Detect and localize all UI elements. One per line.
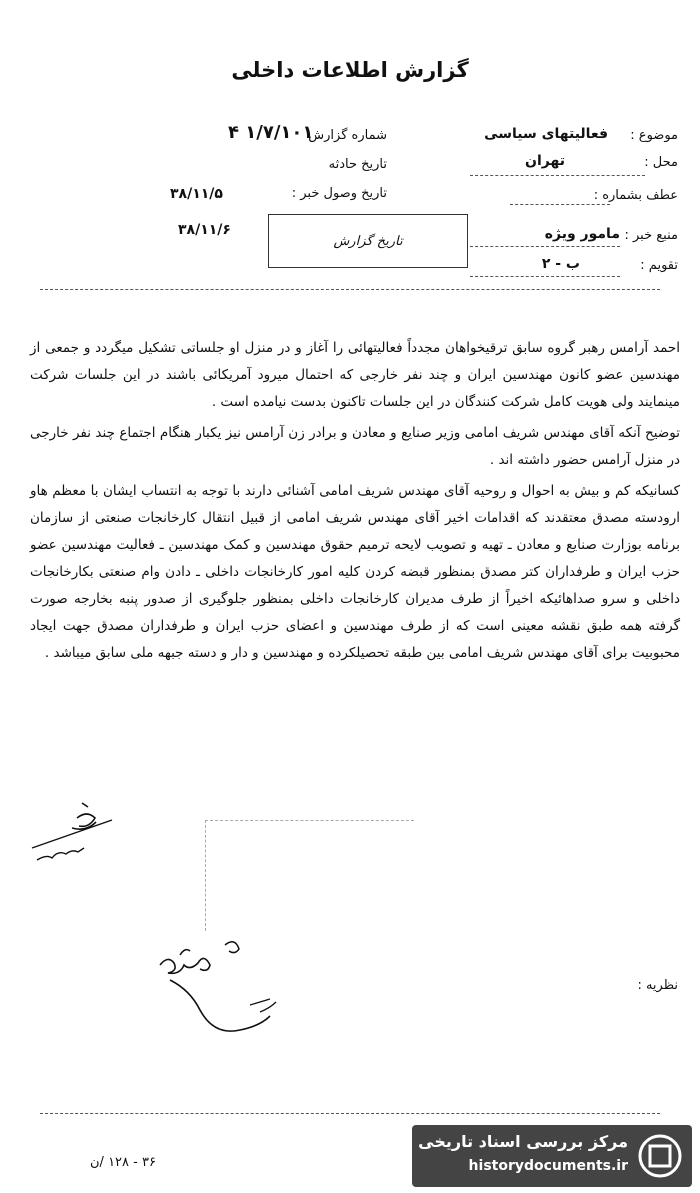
place-label: محل : [644, 155, 678, 170]
header-separator [40, 289, 660, 290]
place-value: تهران [525, 153, 565, 169]
archive-logo-icon [636, 1131, 684, 1181]
subject-value: فعالیتهای سیاسی [484, 126, 608, 142]
place-underline [470, 175, 645, 176]
received-date-label: تاریخ وصول خبر : [291, 186, 387, 201]
report-number-value: ۱/۷/۱۰۱ ۴ [228, 122, 314, 143]
paragraph-1: احمد آرامس رهبر گروه سابق ترقیخواهان مجدداً فعالیتهائی را آغاز و در منزل او جلساتی تشکیل میگردد و جمعی از مهندسین عضو کانون مهندسین ایران و چند نفر خارجی که احتمال میرود آمریکائی باشند در این جلسات شرکت مینمایند ولی هویت کامل شرکت کنندگان در این جلسات تاکنون بدست نیامده است . [30, 340, 680, 410]
paragraph-2: توضیح آنکه آقای مهندس شریف امامی وزیر صنایع و معادن و برادر زن آرامس نیز یکبار هنگام اجتماع چند نفر خارجی در منزل آرامس حضور داشته اند . [30, 425, 680, 468]
event-date-label: تاریخ حادثه [328, 157, 387, 172]
rating-underline [470, 276, 620, 277]
watermark-url: historydocuments.ir [468, 1158, 628, 1174]
footer-separator [40, 1113, 660, 1114]
report-number-label: شماره گزارش [308, 128, 387, 143]
report-title: گزارش اطلاعات داخلی [231, 58, 469, 82]
received-date-value: ۳۸/۱۱/۵ [170, 186, 223, 202]
rating-label: تقویم : [640, 258, 678, 273]
rating-value: ب - ۲ [541, 256, 580, 272]
watermark [412, 1125, 692, 1187]
reference-label: عطف بشماره : [593, 188, 678, 203]
report-body [30, 335, 680, 667]
stamp-text: تاریخ گزارش [333, 233, 403, 249]
reference-underline [510, 204, 610, 205]
paragraph-3: کسانیکه کم و بیش به احوال و روحیه آقای مهندس شریف امامی آشنائی دارند با توجه به انتساب ایشان با معظم هاو ارودسته مصدق معتقدند که اقدامات اخیر آقای مهندس شریف امامی از قبیل انتقال کارخانجات صنعتی از سازمان برنامه بوزارت صنایع و معادن ـ تهیه و تصویب لایحه ترمیم حقوق مهندسین و کمک مهندسین ـ فعالیت مهندسین عضو حزب ایران و طرفداران کتر مصدق بمنظور قبضه کردن کلیه امور کارخانجات داخلی ـ دادن وام صنعتی بکارخانجات داخلی و سرو صداهائیکه اخیراً از طرف مدیران کارخانجات داخلی بمنظور جلوگیری از صدور پنبه بخارجه صورت گرفته همه طبق نقشه معینی است که از طرف مهندسین و اعضای حزب ایران و طرفداران مصدق جهت ایجاد محبوبیت برای آقای مهندس شریف امامی بین طبقه تحصیلکرده و مهندسین و دار و دسته جبهه ملی سابق میباشد . [30, 483, 680, 661]
document-code: ۳۶ - ۱۲۸ /ن [90, 1155, 156, 1170]
source-label: منبع خبر : [624, 228, 678, 243]
watermark-title: مرکز بررسی اسناد تاریخی [418, 1132, 628, 1151]
subject-label: موضوع : [630, 128, 678, 143]
opinion-label: نظریه : [637, 978, 678, 993]
source-value: مامور ویژه [544, 226, 620, 242]
faint-box [205, 820, 414, 931]
handwritten-initial-signature [22, 798, 122, 868]
handwritten-annotation-signature [150, 930, 300, 1040]
source-underline [470, 246, 620, 247]
report-date-value: ۳۸/۱۱/۶ [178, 222, 231, 238]
report-date-stamp [268, 214, 468, 268]
